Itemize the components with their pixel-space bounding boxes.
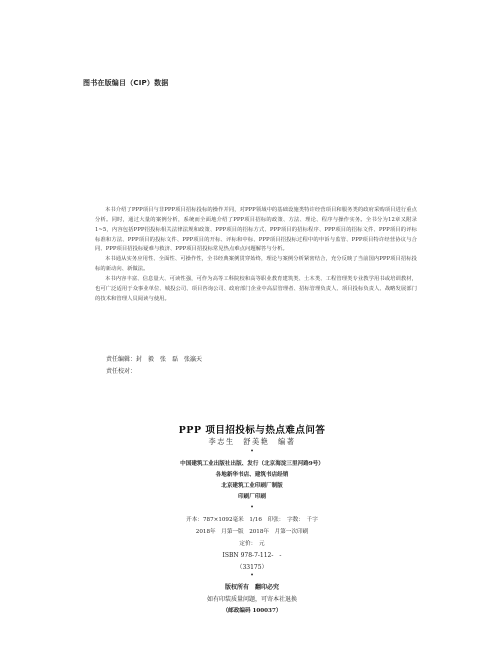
return-notice: 如有印装质量问题，可寄本社退换 bbox=[206, 596, 297, 603]
separator-dot-1: • bbox=[250, 448, 254, 455]
responsible-editor-label: 责任编辑： bbox=[106, 356, 137, 363]
abstract-paragraph-3: 本书内容丰富、信息量大、可读性强，可作为高等工科院校和高等职业教育建筑类、土木类、工程管理类专业教学用书或培训教材，也可广泛适用于众事业单位、城投公司、项目咨询公司、政府部门企业中高层管理者、招标管理负责人、项目投标负责人、战略发展部门的技术和管理人员阅读与使用。 bbox=[95, 275, 417, 302]
isbn: ISBN 978-7-112- - bbox=[222, 552, 282, 559]
proofreader-label: 责任校对： bbox=[106, 368, 137, 375]
copyright-notice: 版权所有 翻印必究 bbox=[224, 584, 279, 591]
proofreader-line bbox=[106, 366, 136, 375]
separator-dot-3: • bbox=[250, 572, 254, 579]
responsible-editor-line bbox=[106, 354, 202, 363]
price-info: 定价： 元 bbox=[239, 541, 265, 547]
format-specs: 开本：787×1092毫米 1/16 印张： 字数： 千字 bbox=[186, 517, 318, 523]
printer-line: 印刷厂印刷 bbox=[238, 494, 266, 500]
book-authors: 李志生 舒美艳 编著 bbox=[208, 437, 296, 446]
postcode: （邮政编码 100037） bbox=[222, 608, 282, 614]
abstract-paragraph-1: 本书介绍了PPP项目与非PPP项目招标投标的操作并同，对PPP领域中的基础设施类特许经营项目和服务类的政府采购项目进行重点分析。同时，通过大量的案例分析，系统而全面地介绍了PPP项目招标的政策、方法、理论、程序与操作实务。全书分为12章又附录1~5，内容包括PPP招投标相关法律法规和政策、PPP项目的招标方式、PPP项目的招标程序、PPP项目的招标文件、PPP项目的评标标准和方法、PPP项目的投标文件、PPP项目的开标、评标和中标、PPP项目招投标过程中的申诉与监管、PPP项目特许经营协议与合同、PPP项目招投标疑难与救济、PPP项目招投标常见热点难点问题解答与分析。 bbox=[95, 207, 417, 253]
book-abstract bbox=[95, 206, 417, 304]
abstract-paragraph-2: 本书通从实务应用性、全面性、可操作性，全书经典案例贯穿始终，理论与案例分析紧密结合，充分反映了当前国内PPP项目招标投标的新动向、新做法。 bbox=[95, 256, 417, 273]
book-title: PPP 项目招投标与热点难点问答 bbox=[178, 425, 326, 436]
distributor-line: 各地新华书店、建筑书店经销 bbox=[215, 472, 289, 478]
platemaker-line: 北京建筑工业印刷厂制版 bbox=[221, 483, 283, 489]
separator-dot-2: • bbox=[250, 504, 254, 511]
book-code: （33175） bbox=[236, 564, 268, 571]
edition-info: 2018年 月第一版 2018年 月第一次印刷 bbox=[195, 529, 309, 535]
cip-header: 图书在版编目（CIP）数据 bbox=[83, 79, 169, 87]
publisher-line: 中国建筑工业出版社出版、发行（北京海淀三里河路9号） bbox=[180, 461, 324, 467]
responsible-editor-names: 封 毅 张 磊 张瀛天 bbox=[136, 356, 203, 363]
